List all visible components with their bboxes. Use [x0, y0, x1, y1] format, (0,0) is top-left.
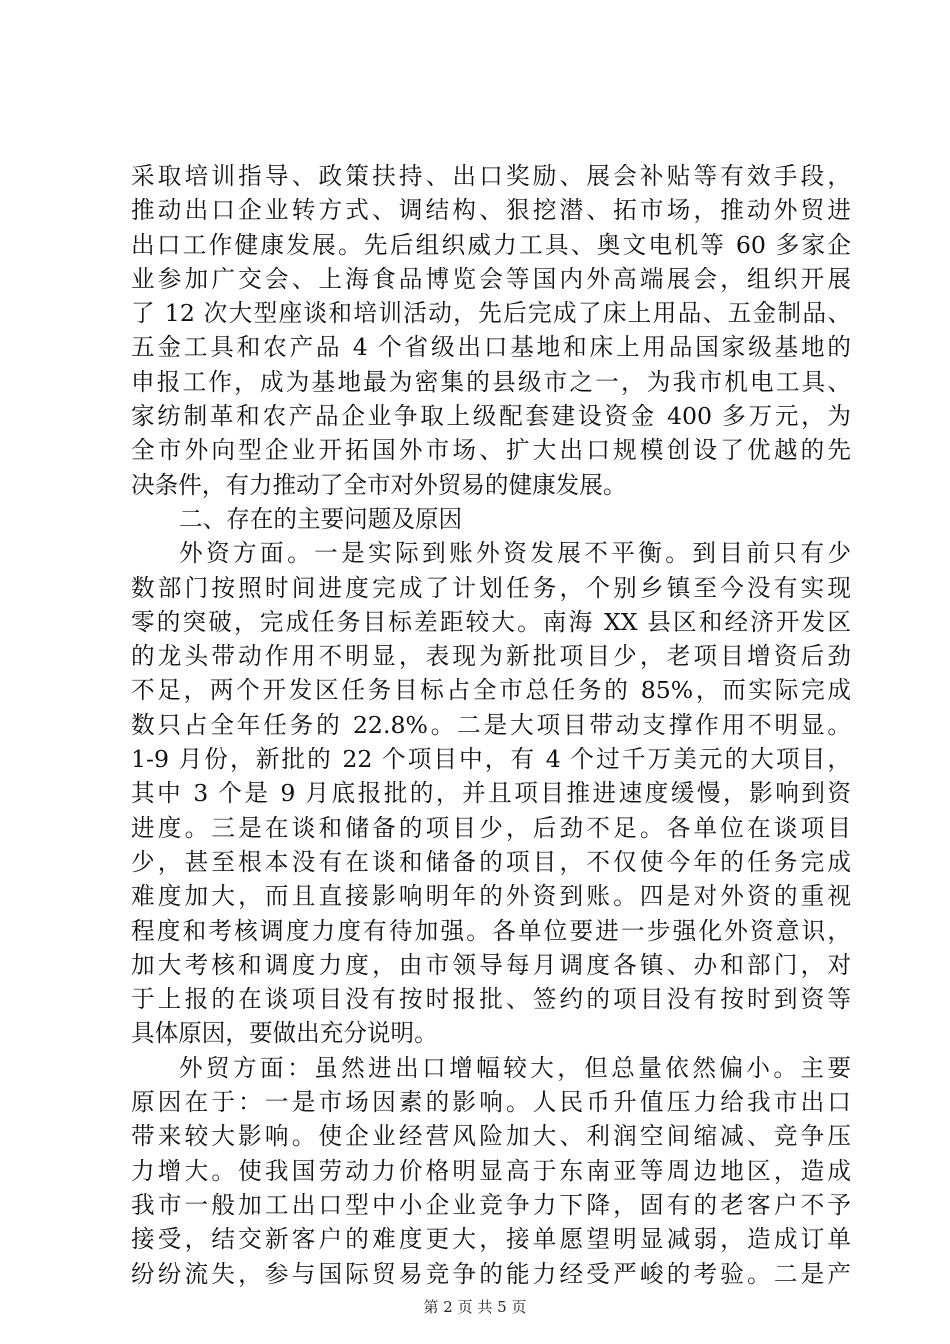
- text-line: 不足，两个开发区任务目标占全市总任务的 85%，而实际完成: [131, 676, 851, 705]
- text-line: 外贸方面：虽然进出口增幅较大，但总量依然偏小。主要: [179, 1053, 851, 1082]
- text-line: 决条件，有力推动了全市对外贸易的健康发展。: [131, 470, 627, 499]
- text-line: 采取培训指导、政策扶持、出口奖励、展会补贴等有效手段，: [131, 162, 851, 190]
- text-line: 了 12 次大型座谈和培训活动，先后完成了床上用品、五金制品、: [131, 299, 851, 328]
- text-line: 数部门按照时间进度完成了计划任务，个别乡镇至今没有实现: [131, 573, 851, 602]
- text-line: 五金工具和农产品 4 个省级出口基地和床上用品国家级基地的: [131, 333, 851, 362]
- text-line: 纷纷流失，参与国际贸易竞争的能力经受严峻的考验。二是产: [131, 1259, 851, 1288]
- text-line: 难度加大，而且直接影响明年的外资到账。四是对外资的重视: [131, 882, 851, 911]
- text-line: 的龙头带动作用不明显，表现为新批项目少，老项目增资后劲: [131, 642, 851, 671]
- text-line: 加大考核和调度力度，由市领导每月调度各镇、办和部门，对: [131, 950, 851, 979]
- text-line: 出口工作健康发展。先后组织威力工具、奥文电机等 60 多家企: [131, 230, 851, 259]
- text-line: 1-9 月份，新批的 22 个项目中，有 4 个过千万美元的大项目，: [131, 745, 851, 774]
- text-line: 外资方面。一是实际到账外资发展不平衡。到目前只有少: [179, 539, 851, 568]
- text-line: 进度。三是在谈和储备的项目少，后劲不足。各单位在谈项目: [131, 813, 851, 842]
- text-line: 数只占全年任务的 22.8%。二是大项目带动支撑作用不明显。: [131, 710, 851, 739]
- text-line: 推动出口企业转方式、调结构、狠挖潜、拓市场，推动外贸进: [131, 196, 851, 225]
- text-line: 于上报的在谈项目没有按时报批、签约的项目没有按时到资等: [131, 985, 851, 1014]
- body-text: [131, 159, 851, 1291]
- text-line: 零的突破，完成任务目标差距较大。南海 XX 县区和经济开发区: [131, 607, 851, 636]
- text-line: 申报工作，成为基地最为密集的县级市之一，为我市机电工具、: [131, 367, 851, 396]
- text-line: 少，甚至根本没有在谈和储备的项目，不仅使今年的任务完成: [131, 847, 851, 876]
- text-line: 我市一般加工出口型中小企业竞争力下降，固有的老客户不予: [131, 1190, 851, 1219]
- text-line: 业参加广交会、上海食品博览会等国内外高端展会，组织开展: [131, 264, 851, 293]
- text-line: 带来较大影响。使企业经营风险加大、利润空间缩减、竞争压: [131, 1122, 851, 1151]
- text-line: 接受，结交新客户的难度更大，接单愿望明显减弱，造成订单: [131, 1225, 851, 1254]
- page-footer: 第 2 页 共 5 页: [423, 1298, 527, 1316]
- text-line: 具体原因，要做出充分说明。: [131, 1019, 438, 1048]
- text-line: 力增大。使我国劳动力价格明显高于东南亚等周边地区，造成: [131, 1156, 851, 1185]
- text-line: 其中 3 个是 9 月底报批的，并且项目推进速度缓慢，影响到资: [131, 779, 851, 808]
- text-line: 二、存在的主要问题及原因: [179, 504, 463, 533]
- text-line: 家纺制革和农产品企业争取上级配套建设资金 400 多万元，为: [131, 402, 851, 431]
- text-line: 程度和考核调度力度有待加强。各单位要进一步强化外资意识，: [131, 916, 851, 945]
- text-line: 全市外向型企业开拓国外市场、扩大出口规模创设了优越的先: [131, 436, 851, 465]
- text-line: 原因在于：一是市场因素的影响。人民币升值压力给我市出口: [131, 1088, 851, 1117]
